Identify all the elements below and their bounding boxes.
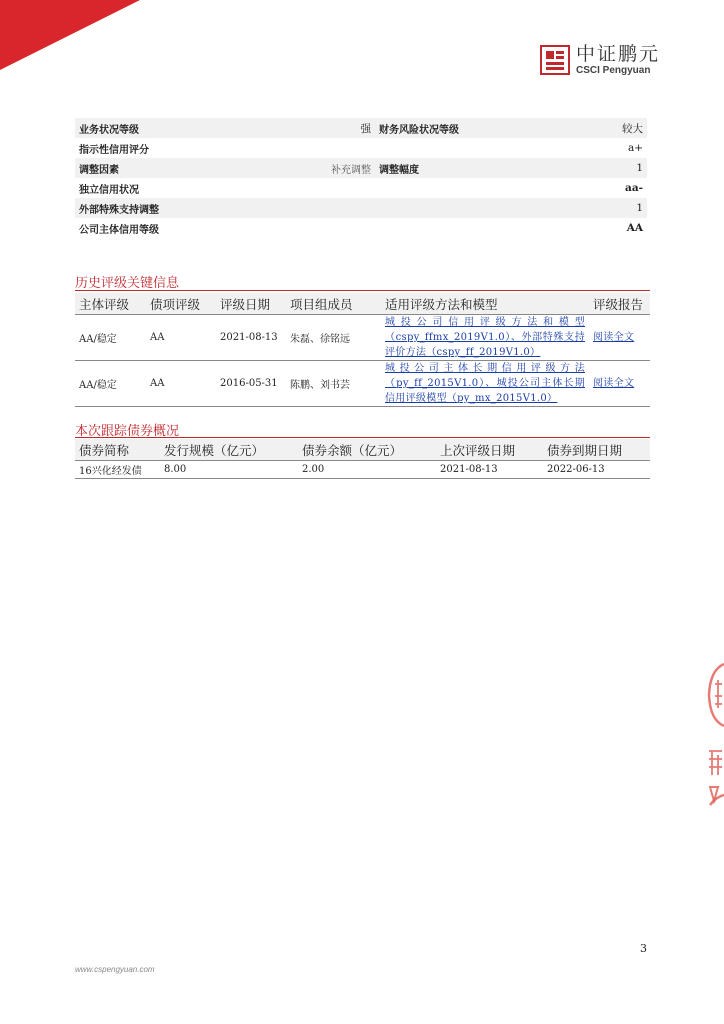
summary-label: 外部特殊支持调整	[75, 198, 245, 218]
read-report-link[interactable]: 阅读全文	[589, 361, 650, 407]
column-header: 评级报告	[589, 293, 650, 315]
bonds-section-title: 本次跟踪债券概况	[75, 424, 180, 439]
summary-value	[245, 218, 375, 238]
rating-history-table	[75, 293, 650, 407]
summary-value: 较大	[545, 118, 647, 138]
column-header: 发行规模（亿元）	[160, 439, 298, 461]
issue-size: 8.00	[160, 461, 298, 479]
table-header-row	[75, 439, 650, 461]
summary-label	[375, 138, 545, 158]
column-header: 评级日期	[216, 293, 286, 315]
table-row	[75, 315, 650, 361]
history-section-title: 历史评级关键信息	[75, 276, 180, 291]
summary-row	[75, 178, 647, 198]
column-header: 债项评级	[146, 293, 216, 315]
column-header: 债券到期日期	[543, 439, 650, 461]
bond-name: 16兴化经发债	[75, 461, 160, 479]
summary-value: 补充调整	[245, 158, 375, 178]
method-link[interactable]: 城投公司信用评级方法和模型（cspy_ffmx_2019V1.0）、外部特殊支持评价方法（cspy_ff_2019V1.0）	[381, 315, 589, 361]
summary-row	[75, 138, 647, 158]
summary-value	[245, 198, 375, 218]
maturity-date: 2022-06-13	[543, 461, 650, 479]
summary-row	[75, 218, 647, 238]
seal-stamp-fragment	[706, 745, 724, 807]
summary-label: 业务状况等级	[75, 118, 245, 138]
summary-label	[375, 198, 545, 218]
summary-row	[75, 158, 647, 178]
last-rating-date: 2021-08-13	[436, 461, 543, 479]
bond-rating: AA	[146, 361, 216, 407]
summary-label	[375, 178, 545, 198]
read-report-link[interactable]: 阅读全文	[589, 315, 650, 361]
method-link[interactable]: 城投公司主体长期信用评级方法（py_ff_2015V1.0）、城投公司主体长期信用评级模型（py_mx_2015V1.0）	[381, 361, 589, 407]
bond-balance: 2.00	[298, 461, 436, 479]
logo-name-cn: 中证鹏元	[576, 43, 661, 65]
column-header: 主体评级	[75, 293, 146, 315]
history-section-divider	[75, 290, 650, 291]
bond-rating: AA	[146, 315, 216, 361]
rating-summary-table	[75, 118, 647, 238]
summary-label: 调整因素	[75, 158, 245, 178]
bonds-section-divider	[75, 437, 650, 438]
issuer-rating: AA/稳定	[75, 315, 146, 361]
summary-row	[75, 118, 647, 138]
summary-label: 指示性信用评分	[79, 144, 149, 156]
column-header: 债券余额（亿元）	[298, 439, 436, 461]
summary-value	[245, 138, 375, 158]
rating-date: 2016-05-31	[216, 361, 286, 407]
summary-value: 1	[545, 198, 647, 218]
column-header: 适用评级方法和模型	[381, 293, 589, 315]
summary-value: 强	[245, 118, 375, 138]
tracked-bonds-table	[75, 439, 650, 479]
summary-label	[375, 218, 545, 238]
summary-label: 公司主体信用等级	[79, 224, 159, 236]
logo-name-en: CSCI Pengyuan	[576, 65, 651, 76]
summary-value: aa-	[625, 182, 643, 194]
column-header: 项目组成员	[286, 293, 381, 315]
column-header: 上次评级日期	[436, 439, 543, 461]
summary-label: 调整幅度	[375, 158, 545, 178]
issuer-rating: AA/稳定	[75, 361, 146, 407]
table-row	[75, 361, 650, 407]
footer-url: www.cspengyuan.com	[75, 965, 155, 974]
seal-stamp-fragment	[706, 660, 724, 730]
table-header-row	[75, 293, 650, 315]
table-row	[75, 461, 650, 479]
summary-value: a+	[627, 142, 643, 154]
summary-value	[245, 178, 375, 198]
summary-label: 财务风险状况等级	[375, 118, 545, 138]
summary-value: AA	[626, 222, 643, 234]
column-header: 债券简称	[75, 439, 160, 461]
team-members: 朱磊、徐铭远	[286, 315, 381, 361]
logo-mark-icon	[540, 44, 570, 76]
summary-label: 独立信用状况	[79, 184, 139, 196]
company-logo	[540, 40, 660, 80]
page-number: 3	[640, 942, 647, 955]
summary-row	[75, 198, 647, 218]
team-members: 陈鹏、刘书芸	[286, 361, 381, 407]
summary-value: 1	[545, 158, 647, 178]
corner-accent	[0, 0, 140, 70]
rating-date: 2021-08-13	[216, 315, 286, 361]
